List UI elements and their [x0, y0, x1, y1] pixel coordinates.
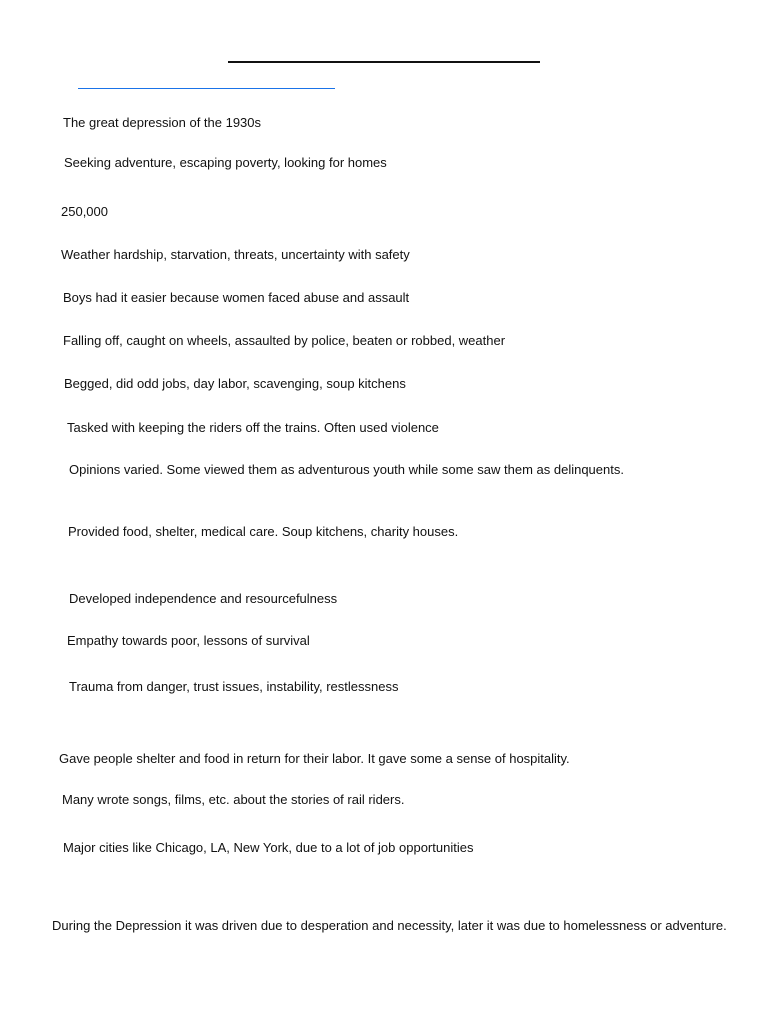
- name-underline-link: [78, 88, 335, 89]
- answer-4: Weather hardship, starvation, threats, uncertainty with safety: [61, 247, 410, 262]
- answer-5: Boys had it easier because women faced abuse and assault: [63, 290, 410, 305]
- answer-7: Begged, did odd jobs, day labor, scavenging, soup kitchens: [64, 376, 406, 391]
- answer-17: During the Depression it was driven due to desperation and necessity, later it was due to homelessness or adventure.: [52, 918, 727, 933]
- answer-11: Developed independence and resourcefulness: [69, 591, 338, 606]
- answer-13: Trauma from danger, trust issues, instability, restlessness: [69, 679, 399, 694]
- answer-6: Falling off, caught on wheels, assaulted by police, beaten or robbed, weather: [63, 333, 506, 348]
- answer-2: Seeking adventure, escaping poverty, looking for homes: [64, 155, 387, 170]
- answer-1: The great depression of the 1930s: [63, 115, 262, 130]
- answer-8: Tasked with keeping the riders off the trains. Often used violence: [67, 420, 439, 435]
- answer-3: 250,000: [61, 204, 108, 219]
- answer-14: Gave people shelter and food in return for their labor. It gave some a sense of hospitality.: [59, 751, 570, 766]
- answer-12: Empathy towards poor, lessons of survival: [67, 633, 310, 648]
- answer-16: Major cities like Chicago, LA, New York, due to a lot of job opportunities: [63, 840, 474, 855]
- answer-10: Provided food, shelter, medical care. Soup kitchens, charity houses.: [68, 524, 459, 539]
- title-underline: [228, 61, 540, 63]
- answer-9: Opinions varied. Some viewed them as adventurous youth while some saw them as delinquents.: [69, 462, 624, 477]
- answer-15: Many wrote songs, films, etc. about the stories of rail riders.: [62, 792, 405, 807]
